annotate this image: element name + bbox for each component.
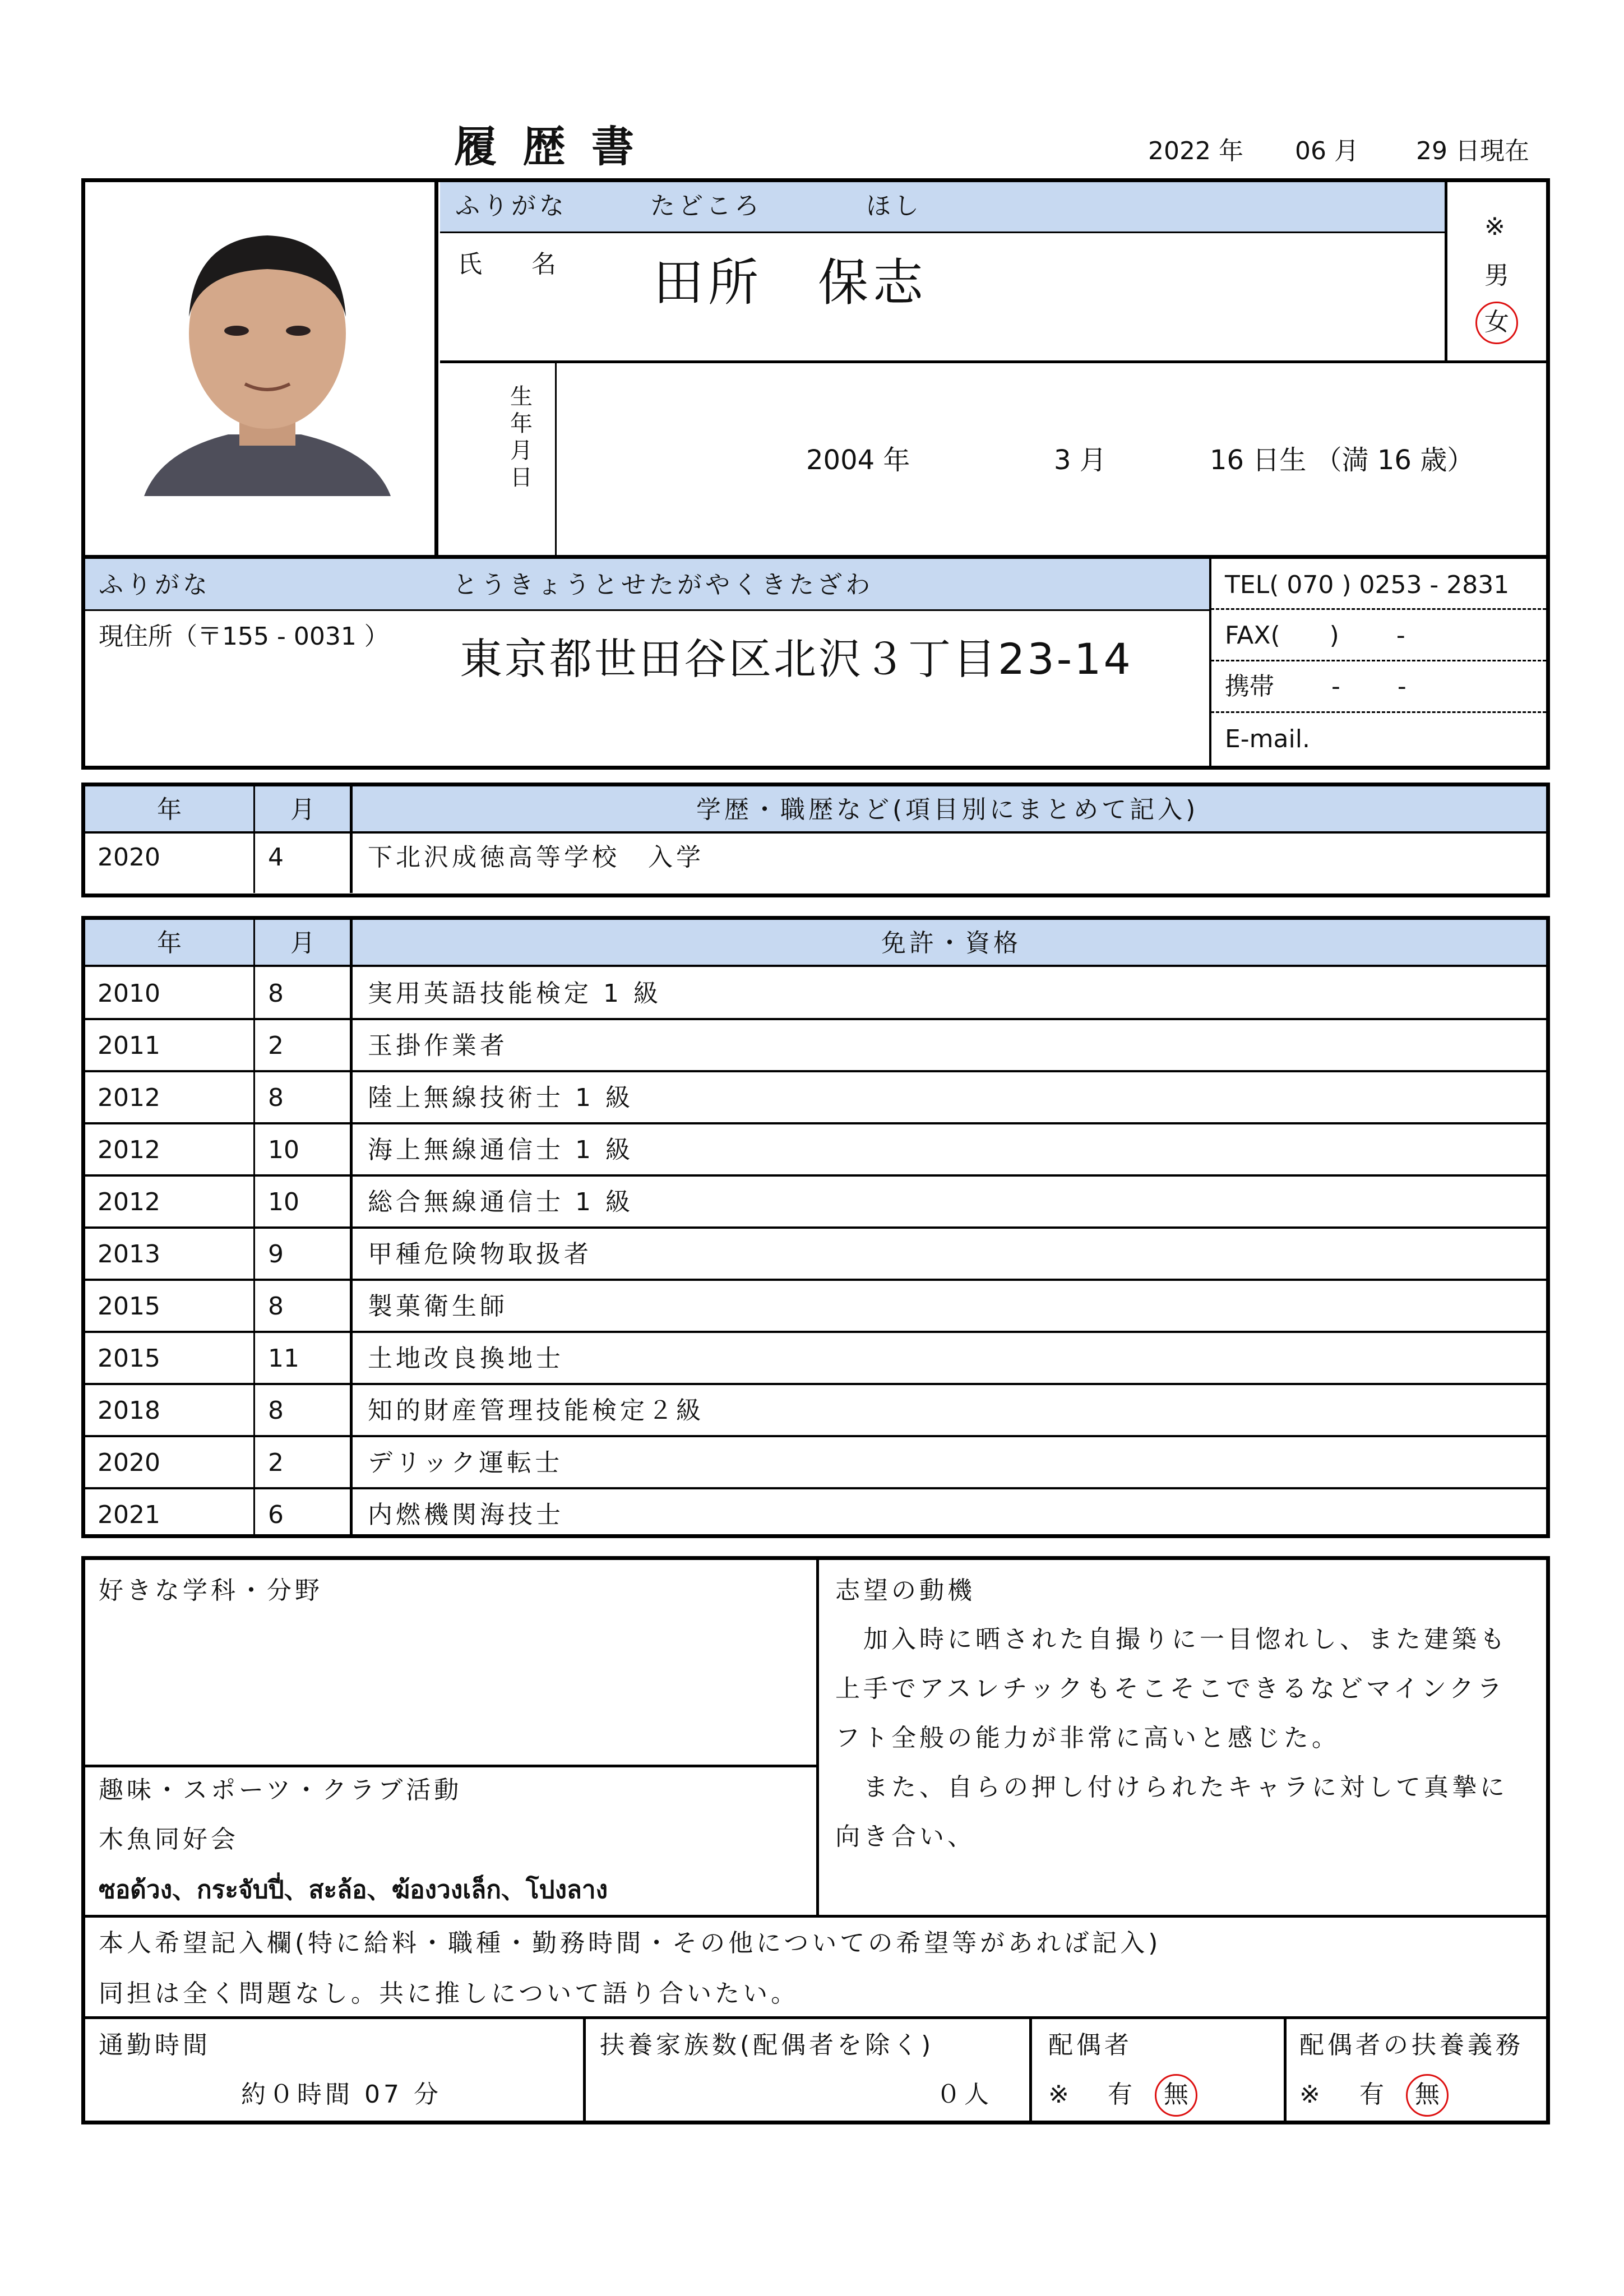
lic-row-month: 8 [268, 1396, 284, 1425]
lic-row-year: 2012 [98, 1084, 160, 1112]
lic-row-month: 8 [268, 1084, 284, 1112]
mobile-field: 携帯 - - [1225, 672, 1406, 701]
edu-row-desc: 下北沢成徳高等学校 入学 [368, 843, 704, 872]
lic-row-month: 8 [268, 1292, 284, 1321]
email-field: E-mail. [1225, 725, 1310, 753]
wish-value: 同担は全く問題なし。共に推しについて語り合いたい。 [99, 1979, 799, 2008]
birth-month: 3 月 [1054, 445, 1107, 476]
motive-line-4: また、自らの押し付けられたキャラに対して真摯に [835, 1773, 1508, 1802]
hobby-label: 趣味・スポーツ・クラブ活動 [99, 1776, 462, 1804]
address-furigana: とうきょうとせたがやくきたざわ [453, 571, 873, 599]
wish-label: 本人希望記入欄(特に給料・職種・勤務時間・その他についての希望等があれば記入) [99, 1929, 1162, 1957]
table-row-divider [85, 1070, 1546, 1072]
lic-row-year: 2011 [98, 1031, 160, 1060]
full-name: 田所 保志 [653, 253, 928, 312]
edu-row-month: 4 [268, 843, 284, 872]
portrait-photo [99, 205, 436, 541]
address-furigana-label: ふりがな [99, 571, 211, 599]
lic-row-month: 11 [268, 1344, 299, 1373]
lic-row-desc: 内燃機関海技士 [368, 1501, 564, 1529]
edu-row-year: 2020 [98, 843, 160, 872]
lic-row-month: 2 [268, 1031, 284, 1060]
support-no[interactable]: 無 [1415, 2080, 1440, 2109]
fax-field: FAX( ) - [1225, 621, 1405, 650]
lic-row-month: 8 [268, 979, 284, 1008]
commute-value: 約０時間 07 分 [241, 2080, 442, 2109]
lic-header-month: 月 [290, 929, 315, 957]
lic-row-year: 2020 [98, 1448, 160, 1477]
photo-frame [85, 182, 438, 559]
lic-row-desc: 実用英語技能検定 1 級 [368, 979, 661, 1008]
lic-row-year: 2013 [98, 1240, 160, 1269]
motive-line-1: 加入時に晒された自撮りに一目惚れし、また建築も [835, 1625, 1508, 1654]
lic-header-desc: 免許・資格 [881, 929, 1021, 957]
table-row-divider [85, 1122, 1546, 1124]
edu-header-year: 年 [157, 795, 182, 824]
table-row-divider [85, 1226, 1546, 1229]
spouse-no[interactable]: 無 [1164, 2080, 1188, 2109]
lic-row-month: 10 [268, 1188, 299, 1216]
support-label: 配偶者の扶養義務 [1299, 2031, 1524, 2059]
support-yes[interactable]: 有 [1359, 2080, 1384, 2109]
lic-row-desc: 知的財産管理技能検定２級 [368, 1396, 704, 1425]
motive-line-5: 向き合い、 [835, 1822, 975, 1851]
dependents-label: 扶養家族数(配偶者を除く) [600, 2031, 934, 2059]
lic-row-year: 2018 [98, 1396, 160, 1425]
lic-row-desc: 製菓衛生師 [368, 1292, 508, 1321]
table-row-divider [85, 1383, 1546, 1385]
gender-male[interactable]: 男 [1484, 261, 1509, 290]
motive-line-3: フト全般の能力が非常に高いと感じた。 [835, 1724, 1340, 1752]
lic-row-month: 10 [268, 1136, 299, 1164]
gender-female[interactable]: 女 [1484, 308, 1509, 336]
address-value: 東京都世田谷区北沢３丁目23-14 [460, 634, 1133, 684]
hobby-line-2: ซอด้วง、กระจับปี่、สะล้อ、ฆ้องวงเล็ก、โปงลาง [99, 1876, 608, 1904]
birth-day-age: 16 日生 （満 16 歳） [1210, 445, 1474, 476]
date-month: 06 月 [1295, 137, 1359, 165]
lic-row-desc: 陸上無線技術士 1 級 [368, 1084, 633, 1112]
edu-header-month: 月 [290, 795, 315, 824]
lic-row-desc: デリック運転士 [368, 1448, 563, 1477]
motive-label: 志望の動機 [835, 1576, 975, 1605]
edu-header-desc: 学歴・職歴など(項目別にまとめて記入) [696, 795, 1199, 824]
spouse-yes[interactable]: 有 [1108, 2080, 1132, 2109]
name-label: 氏 名 [457, 250, 556, 279]
name-furigana-last: たどころ [650, 192, 762, 220]
lic-row-month: 6 [268, 1501, 284, 1529]
birth-label: 生 年 月 日 [510, 384, 533, 490]
lic-row-year: 2012 [98, 1136, 160, 1164]
table-row-divider [85, 1018, 1546, 1020]
table-row-divider [85, 1487, 1546, 1489]
spouse-label: 配偶者 [1048, 2031, 1132, 2059]
lic-header-year: 年 [157, 929, 182, 957]
lic-row-year: 2012 [98, 1188, 160, 1216]
lic-row-year: 2021 [98, 1501, 160, 1529]
lic-row-year: 2010 [98, 979, 160, 1008]
dependents-value: ０人 [936, 2080, 992, 2109]
table-row-divider [85, 1435, 1546, 1437]
date-year: 2022 年 [1148, 137, 1243, 165]
commute-label: 通勤時間 [99, 2031, 211, 2059]
spouse-mark: ※ [1048, 2080, 1069, 2109]
support-mark: ※ [1299, 2080, 1320, 2109]
lic-row-year: 2015 [98, 1344, 160, 1373]
lic-row-year: 2015 [98, 1292, 160, 1321]
gender-mark: ※ [1484, 212, 1505, 241]
lic-row-desc: 甲種危険物取扱者 [368, 1240, 592, 1269]
address-label: 現住所（〒155 - 0031 ） [99, 622, 389, 651]
table-row-divider [85, 1279, 1546, 1281]
name-furigana-label: ふりがな [455, 192, 567, 220]
tel-field: TEL( 070 ) 0253 - 2831 [1225, 571, 1510, 599]
table-row-divider [85, 1331, 1546, 1333]
hobby-line-1: 木魚同好会 [99, 1825, 239, 1854]
birth-year: 2004 年 [806, 445, 910, 476]
name-furigana-first: ほし [866, 192, 922, 220]
lic-row-desc: 総合無線通信士 1 級 [368, 1188, 633, 1216]
table-row-divider [85, 1174, 1546, 1177]
lic-row-month: 9 [268, 1240, 284, 1269]
motive-line-2: 上手でアスレチックもそこそこできるなどマインクラ [835, 1674, 1506, 1703]
favorite-subject-label: 好きな学科・分野 [99, 1576, 323, 1605]
lic-row-desc: 土地改良換地士 [368, 1344, 564, 1373]
date-day: 29 日現在 [1416, 137, 1529, 165]
lic-row-month: 2 [268, 1448, 284, 1477]
lic-row-desc: 玉掛作業者 [368, 1031, 508, 1060]
lic-row-desc: 海上無線通信士 1 級 [368, 1136, 633, 1164]
page-title: 履 歴 書 [454, 122, 640, 172]
